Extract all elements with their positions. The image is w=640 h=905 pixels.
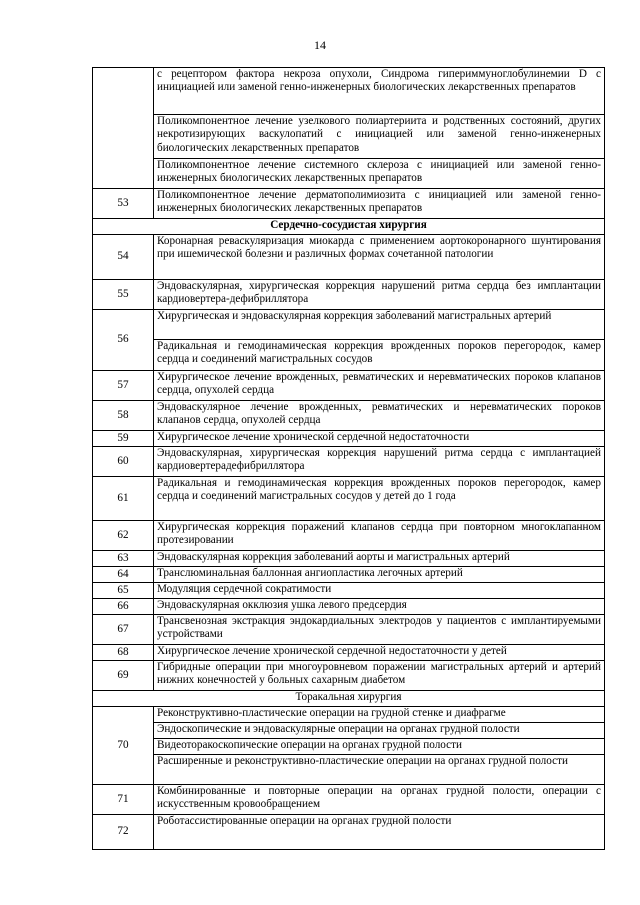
table-row bbox=[93, 583, 605, 599]
row-text: Поликомпонентное лечение узелкового полиартериита и родственных состояний, других некротизирующих васкулопатий с инициацией или заменой генно-инженерных биологических лекарственных препаратов bbox=[154, 115, 605, 159]
table-row bbox=[93, 447, 605, 477]
row-number: 59 bbox=[93, 431, 154, 447]
row-number: 58 bbox=[93, 401, 154, 431]
table-row bbox=[93, 280, 605, 310]
row-number: 60 bbox=[93, 447, 154, 477]
row-text: Эндоваскулярная, хирургическая коррекция нарушений ритма сердца без имплантации кардиовертера-дефибриллятора bbox=[154, 280, 605, 310]
row-number: 56 bbox=[93, 310, 154, 371]
row-number: 57 bbox=[93, 371, 154, 401]
table-row bbox=[93, 401, 605, 431]
table-row bbox=[93, 431, 605, 447]
row-number: 61 bbox=[93, 477, 154, 521]
table-row bbox=[93, 340, 605, 371]
row-text: Транслюминальная баллонная ангиопластика легочных артерий bbox=[154, 567, 605, 583]
row-text: Хирургическое лечение врожденных, ревматических и неревматических пороков клапанов сердца, опухолей сердца bbox=[154, 371, 605, 401]
row-text: Хирургическая и эндоваскулярная коррекция заболеваний магистральных артерий bbox=[154, 310, 605, 340]
table-row bbox=[93, 371, 605, 401]
row-text: Модуляция сердечной сократимости bbox=[154, 583, 605, 599]
row-number: 64 bbox=[93, 567, 154, 583]
table-row bbox=[93, 159, 605, 189]
section-heading: Торакальная хирургия bbox=[93, 691, 605, 707]
row-text: Трансвенозная экстракция эндокардиальных электродов у пациентов с имплантируемыми устройствами bbox=[154, 615, 605, 645]
row-number: 71 bbox=[93, 785, 154, 815]
row-number: 62 bbox=[93, 521, 154, 551]
table-row bbox=[93, 739, 605, 755]
row-text: Гибридные операции при многоуровневом поражении магистральных артерий и артерий нижних конечностей у больных сахарным диабетом bbox=[154, 661, 605, 691]
table-row bbox=[93, 68, 605, 115]
row-number: 72 bbox=[93, 815, 154, 850]
row-text: с рецептором фактора некроза опухоли, Синдрома гипериммуноглобулинемии D с инициацией или заменой генно-инженерных биологических лекарственных препаратов bbox=[154, 68, 605, 115]
row-text: Роботассистированные операции на органах грудной полости bbox=[154, 815, 605, 850]
section-row bbox=[93, 219, 605, 235]
table-row bbox=[93, 815, 605, 850]
row-text: Хирургическая коррекция поражений клапанов сердца при повторном многоклапанном протезировании bbox=[154, 521, 605, 551]
row-text: Хирургическое лечение хронической сердечной недостаточности у детей bbox=[154, 645, 605, 661]
row-number: 63 bbox=[93, 551, 154, 567]
row-text: Хирургическое лечение хронической сердечной недостаточности bbox=[154, 431, 605, 447]
table-row bbox=[93, 723, 605, 739]
row-text: Расширенные и реконструктивно-пластические операции на органах грудной полости bbox=[154, 755, 605, 785]
row-text: Радикальная и гемодинамическая коррекция врожденных пороков перегородок, камер сердца и соединений магистральных сосудов у детей до 1 года bbox=[154, 477, 605, 521]
row-text: Поликомпонентное лечение системного склероза с инициацией или заменой генно-инженерных биологических лекарственных препаратов bbox=[154, 159, 605, 189]
table-row bbox=[93, 755, 605, 785]
row-text: Видеоторакоскопические операции на органах грудной полости bbox=[154, 739, 605, 755]
table-row bbox=[93, 115, 605, 159]
row-text: Эндоваскулярное лечение врожденных, ревматических и неревматических пороков клапанов сердца, опухолей сердца bbox=[154, 401, 605, 431]
table-row bbox=[93, 785, 605, 815]
table-row bbox=[93, 661, 605, 691]
row-number: 66 bbox=[93, 599, 154, 615]
table-row bbox=[93, 645, 605, 661]
section-row bbox=[93, 691, 605, 707]
table-row bbox=[93, 615, 605, 645]
table-row bbox=[93, 707, 605, 723]
row-number: 53 bbox=[93, 189, 154, 219]
section-heading: Сердечно-сосудистая хирургия bbox=[93, 219, 605, 235]
table-row bbox=[93, 189, 605, 219]
row-text: Эндоваскулярная, хирургическая коррекция нарушений ритма сердца с имплантацией кардиовертерадефибриллятора bbox=[154, 447, 605, 477]
row-text: Комбинированные и повторные операции на органах грудной полости, операции с искусственным кровообращением bbox=[154, 785, 605, 815]
table-row bbox=[93, 521, 605, 551]
row-number: 67 bbox=[93, 615, 154, 645]
row-number: 68 bbox=[93, 645, 154, 661]
row-number: 55 bbox=[93, 280, 154, 310]
row-text: Поликомпонентное лечение дерматополимиозита с инициацией или заменой генно-инженерных биологических лекарственных препаратов bbox=[154, 189, 605, 219]
row-number bbox=[93, 68, 154, 189]
table-row bbox=[93, 235, 605, 280]
table-row bbox=[93, 551, 605, 567]
row-text: Эндоваскулярная коррекция заболеваний аорты и магистральных артерий bbox=[154, 551, 605, 567]
row-text: Коронарная реваскуляризация миокарда с применением аортокоронарного шунтирования при ишемической болезни и различных формах сочетанной патологии bbox=[154, 235, 605, 280]
row-text: Эндоваскулярная окклюзия ушка левого предсердия bbox=[154, 599, 605, 615]
row-text: Радикальная и гемодинамическая коррекция врожденных пороков перегородок, камер сердца и соединений магистральных сосудов bbox=[154, 340, 605, 371]
row-number: 65 bbox=[93, 583, 154, 599]
row-number: 54 bbox=[93, 235, 154, 280]
row-number: 70 bbox=[93, 707, 154, 785]
table-row bbox=[93, 477, 605, 521]
page-number: 14 bbox=[314, 38, 326, 52]
table-row bbox=[93, 599, 605, 615]
procedures-table bbox=[92, 67, 605, 850]
row-text: Эндоскопические и эндоваскулярные операции на органах грудной полости bbox=[154, 723, 605, 739]
row-text: Реконструктивно-пластические операции на грудной стенке и диафрагме bbox=[154, 707, 605, 723]
table-row bbox=[93, 310, 605, 340]
table-row bbox=[93, 567, 605, 583]
row-number: 69 bbox=[93, 661, 154, 691]
